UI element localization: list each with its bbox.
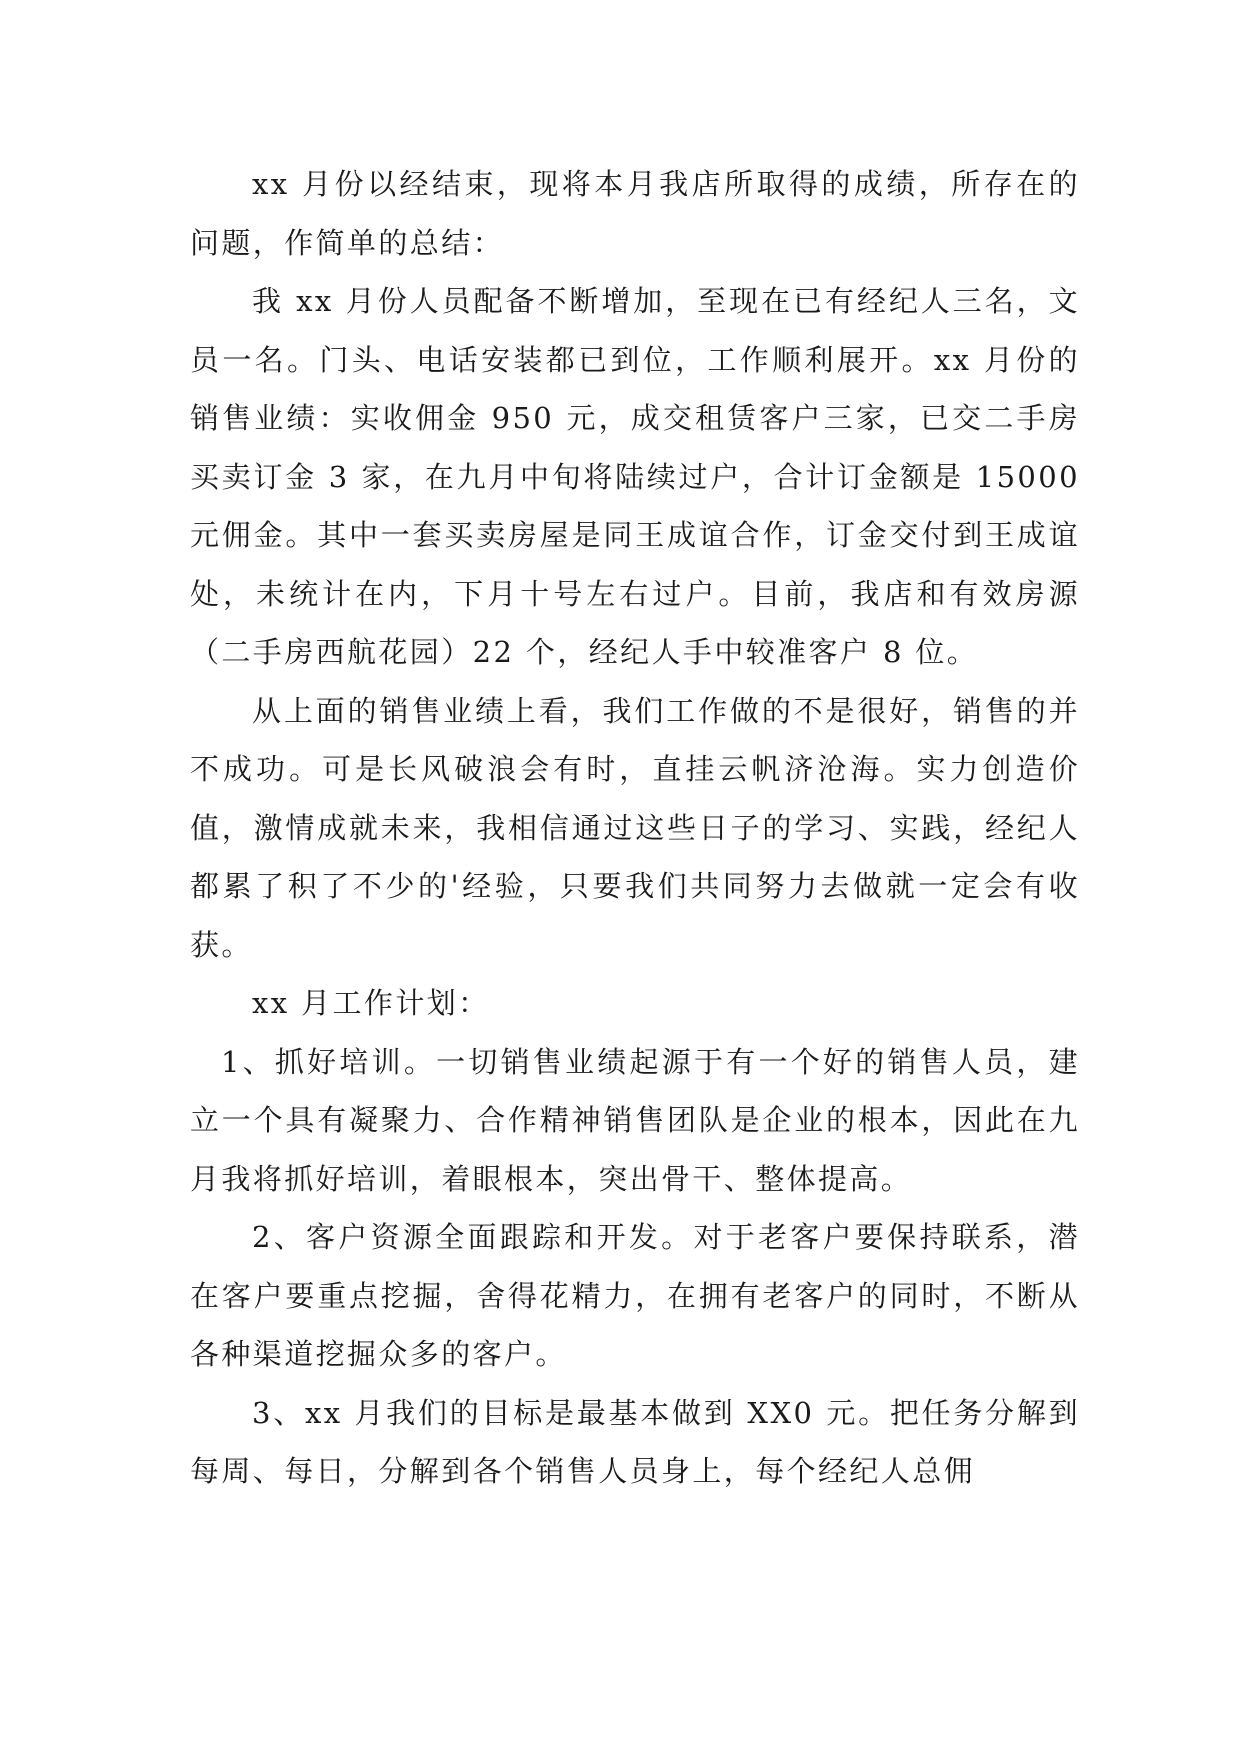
paragraph-intro: xx 月份以经结束，现将本月我店所取得的成绩，所存在的问题，作简单的总结： (190, 167, 1080, 260)
paragraph-reflection: 从上面的销售业绩上看，我们工作做的不是很好，销售的并不成功。可是长风破浪会有时，直挂云帆济沧海。实力创造价值，激情成就未来，我相信通过这些日子的学习、实践，经纪人都累了积了不少的'经验，只要我们共同努力去做就一定会有收获。 (190, 693, 1080, 962)
paragraph-plan-heading: xx 月工作计划： (252, 986, 490, 1020)
paragraph-plan-item-1: 1、抓好培训。一切销售业绩起源于有一个好的销售人员，建立一个具有凝聚力、合作精神销售团队是企业的根本，因此在九月我将抓好培训，着眼根本，突出骨干、整体提高。 (190, 1044, 1080, 1196)
document-body (190, 155, 1080, 1501)
paragraph-staffing-and-sales: 我 xx 月份人员配备不断增加，至现在已有经纪人三名，文员一名。门头、电话安装都已到位，工作顺利展开。xx 月份的销售业绩：实收佣金 950 元，成交租赁客户三家，已交二手房买卖订金 3 家，在九月中旬将陆续过户，合计订金额是 15000 元佣金。其中一套买卖房屋是同王成谊合作，订金交付到王成谊处，未统计在内，下月十号左右过户。目前，我店和有效房源（二手房西航花园）22 个，经纪人手中较准客户 8 位。 (190, 284, 1080, 669)
paragraph-plan-item-3: 3、xx 月我们的目标是最基本做到 XX0 元。把任务分解到每周、每日，分解到各个销售人员身上，每个经纪人总佣 (190, 1395, 1080, 1488)
paragraph-plan-item-2: 2、客户资源全面跟踪和开发。对于老客户要保持联系，潜在客户要重点挖掘，舍得花精力，在拥有老客户的同时，不断从各种渠道挖掘众多的客户。 (190, 1220, 1080, 1371)
